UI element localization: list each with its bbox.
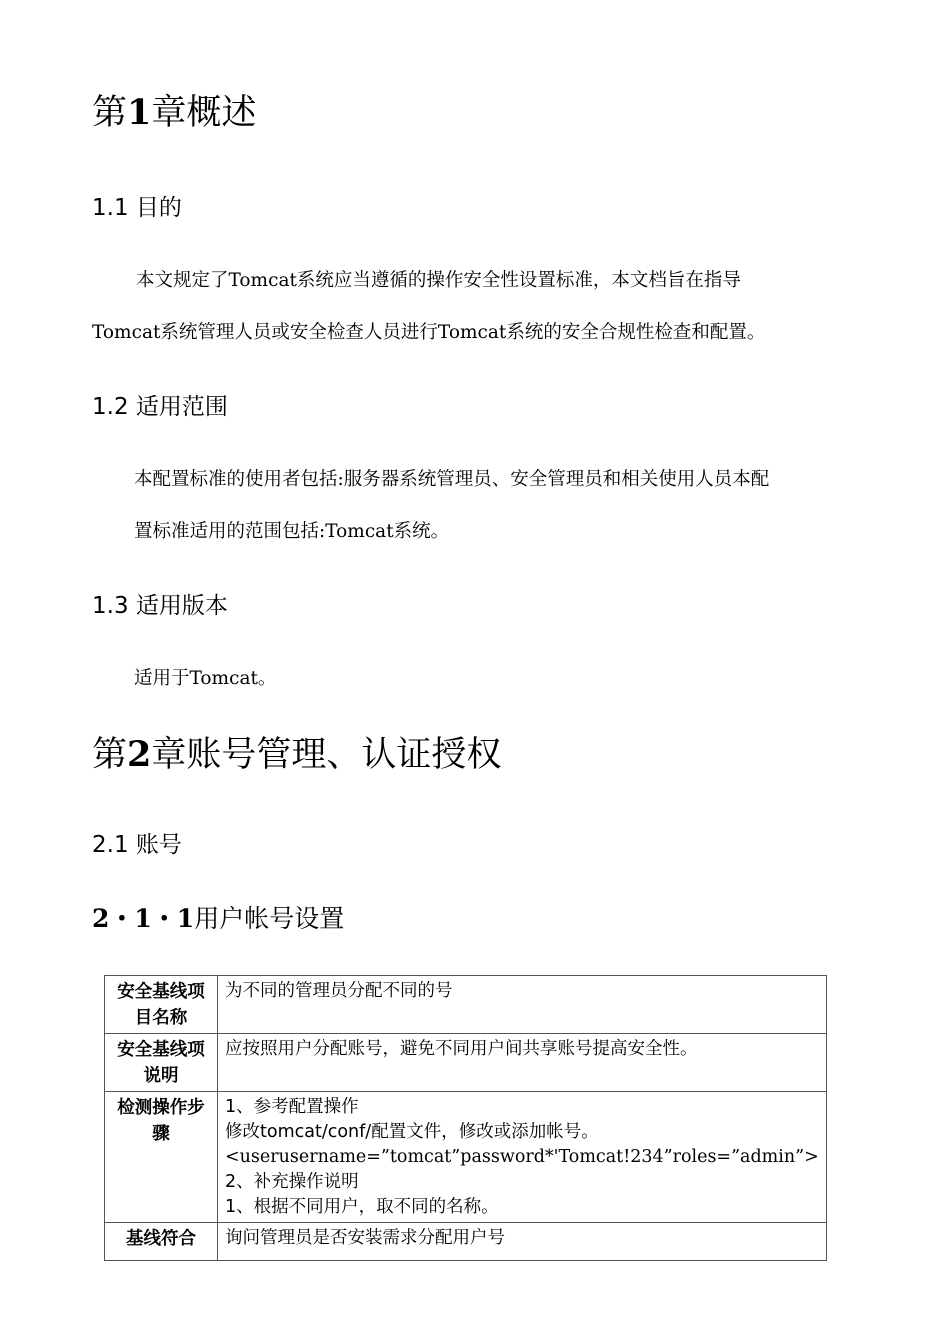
table-row <box>105 1223 827 1261</box>
row-content: 为不同的管理员分配不同的号 <box>218 976 827 1034</box>
chapter-2-heading <box>92 734 502 775</box>
step-line: 1、参考配置操作 <box>225 1097 359 1117</box>
section-1-2-paragraph-line-1: 本配置标准的使用者包括:服务器系统管理员、安全管理员和相关使用人员本配 <box>134 469 770 490</box>
step-line: 修改tomcat/conf/配置文件，修改或添加帐号。 <box>225 1122 599 1142</box>
chapter-title: 章概述 <box>151 93 257 133</box>
section-1-3-paragraph: 适用于Tomcat。 <box>134 668 277 689</box>
row-content: 应按照用户分配账号，避免不同用户间共享账号提高安全性。 <box>218 1034 827 1092</box>
row-content: 询问管理员是否安装需求分配用户号 <box>218 1223 827 1261</box>
step-line: 2、补充操作说明 <box>225 1172 359 1192</box>
row-content <box>218 1092 827 1223</box>
chapter-prefix: 第 <box>92 735 128 775</box>
table-row <box>105 1092 827 1223</box>
section-1-1-heading: 1.1 目的 <box>92 195 182 221</box>
chapter-number: 2 <box>127 734 152 775</box>
section-1-1-paragraph-line-1: 本文规定了Tomcat系统应当遵循的操作安全性设置标准，本文档旨在指导 <box>136 270 741 291</box>
table-row <box>105 976 827 1034</box>
row-label: 安全基线项说明 <box>105 1034 218 1092</box>
section-1-2-heading: 1.2 适用范围 <box>92 394 228 420</box>
section-2-1-heading: 2.1 账号 <box>92 832 182 858</box>
section-1-2-paragraph-line-2: 置标准适用的范围包括:Tomcat系统。 <box>134 521 450 542</box>
row-label: 安全基线项目名称 <box>105 976 218 1034</box>
subsection-2-1-1-heading <box>92 906 344 931</box>
row-label: 检测操作步骤 <box>105 1092 218 1223</box>
step-line: 1、根据不同用户，取不同的名称。 <box>225 1197 499 1217</box>
subsection-title: 用户帐号设置 <box>194 904 345 933</box>
subsection-number: 2・1・1 <box>92 904 195 933</box>
chapter-1-heading <box>92 92 257 133</box>
baseline-table <box>104 975 827 1261</box>
chapter-number: 1 <box>127 92 152 133</box>
chapter-prefix: 第 <box>92 93 128 133</box>
row-label: 基线符合 <box>105 1223 218 1261</box>
config-code-line: <userusername=”tomcat”password*'Tomcat!234”roles=”admin”> <box>225 1147 819 1167</box>
section-1-1-paragraph-line-2: Tomcat系统管理人员或安全检查人员进行Tomcat系统的安全合规性检查和配置。 <box>92 322 766 343</box>
section-1-3-heading: 1.3 适用版本 <box>92 593 228 619</box>
table-row <box>105 1034 827 1092</box>
chapter-title: 章账号管理、认证授权 <box>151 735 502 775</box>
